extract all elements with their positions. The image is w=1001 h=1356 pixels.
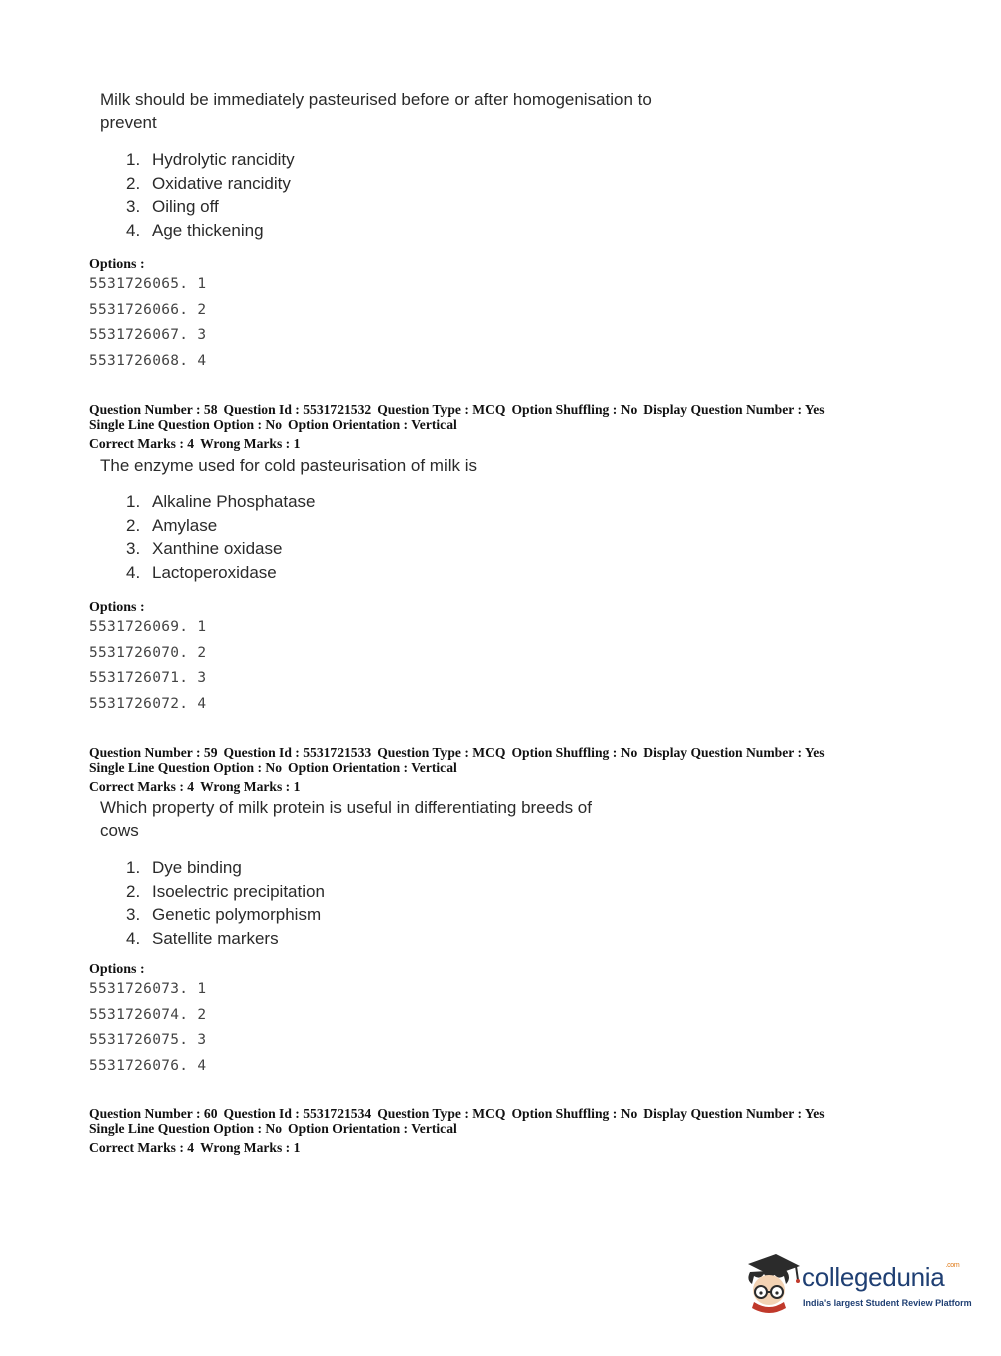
option-id: 5531726066. 2 — [89, 301, 207, 318]
choice-list — [126, 148, 295, 242]
choice-item: 4. Age thickening — [126, 220, 264, 240]
option-id: 5531726068. 4 — [89, 352, 207, 369]
choice-item: 2. Isoelectric precipitation — [126, 881, 325, 901]
option-id-list — [89, 615, 206, 717]
option-id: 5531726071. 3 — [89, 670, 207, 686]
option-id: 5531726075. 3 — [89, 1032, 207, 1048]
option-id: 5531726073. 1 — [89, 981, 207, 997]
choice-list — [126, 856, 325, 950]
option-id: 5531726067. 3 — [89, 327, 207, 343]
options-label: Options : — [89, 600, 145, 615]
question-text: Which property of milk protein is useful in differentiating breeds of cows — [100, 798, 592, 840]
choice-item: 1. Alkaline Phosphatase — [126, 492, 316, 511]
logo-wordmark: collegedunia$^{.com}$ — [802, 1262, 960, 1292]
choice-item: 2. Amylase — [126, 515, 218, 535]
question-text: Milk should be immediately pasteurised before or after homogenisation to prevent — [100, 90, 652, 132]
logo-tagline: India's largest Student Review Platform — [803, 1298, 972, 1308]
options-label: Options : — [89, 257, 145, 272]
choice-item: 1. Dye binding — [126, 858, 242, 877]
choice-item: 2. Oxidative rancidity — [126, 173, 291, 193]
choice-item: 4. Lactoperoxidase — [126, 562, 277, 582]
question-text: The enzyme used for cold pasteurisation of milk is — [100, 456, 478, 475]
choice-item: 1. Hydrolytic rancidity — [126, 150, 295, 169]
question-meta-59: Question Number : 59 Question Id : 5531721533 Question Type : MCQ Option Shuffling : No Display Question Number : Yes Single Line Question Option : No Option Orientation : Vertical Correct Marks : 4 Wrong Marks : 1 — [89, 745, 825, 794]
option-id: 5531726065. 1 — [89, 276, 207, 292]
option-id-list — [89, 977, 206, 1079]
question-meta-60: Question Number : 60 Question Id : 5531721534 Question Type : MCQ Option Shuffling : No Display Question Number : Yes Single Line Question Option : No Option Orientation : Vertical Correct Marks : 4 Wrong Marks : 1 — [89, 1106, 825, 1155]
choice-item: 3. Oiling off — [126, 197, 219, 216]
choice-item: 4. Satellite markers — [126, 928, 279, 948]
option-id: 5531726070. 2 — [89, 644, 207, 661]
question-meta-58: Question Number : 58 Question Id : 5531721532 Question Type : MCQ Option Shuffling : No Display Question Number : Yes Single Line Question Option : No Option Orientation : Vertical Correct Marks : 4 Wrong Marks : 1 — [89, 402, 825, 451]
option-id: 5531726076. 4 — [89, 1057, 207, 1074]
option-id: 5531726074. 2 — [89, 1006, 207, 1023]
mascot-icon — [742, 1250, 802, 1318]
choice-list — [126, 490, 316, 584]
option-id: 5531726069. 1 — [89, 619, 207, 635]
option-id: 5531726072. 4 — [89, 695, 207, 712]
choice-item: 3. Xanthine oxidase — [126, 539, 283, 558]
options-label: Options : — [89, 962, 145, 977]
option-id-list — [89, 272, 206, 374]
collegedunia-logo — [742, 1250, 972, 1320]
choice-item: 3. Genetic polymorphism — [126, 905, 322, 924]
